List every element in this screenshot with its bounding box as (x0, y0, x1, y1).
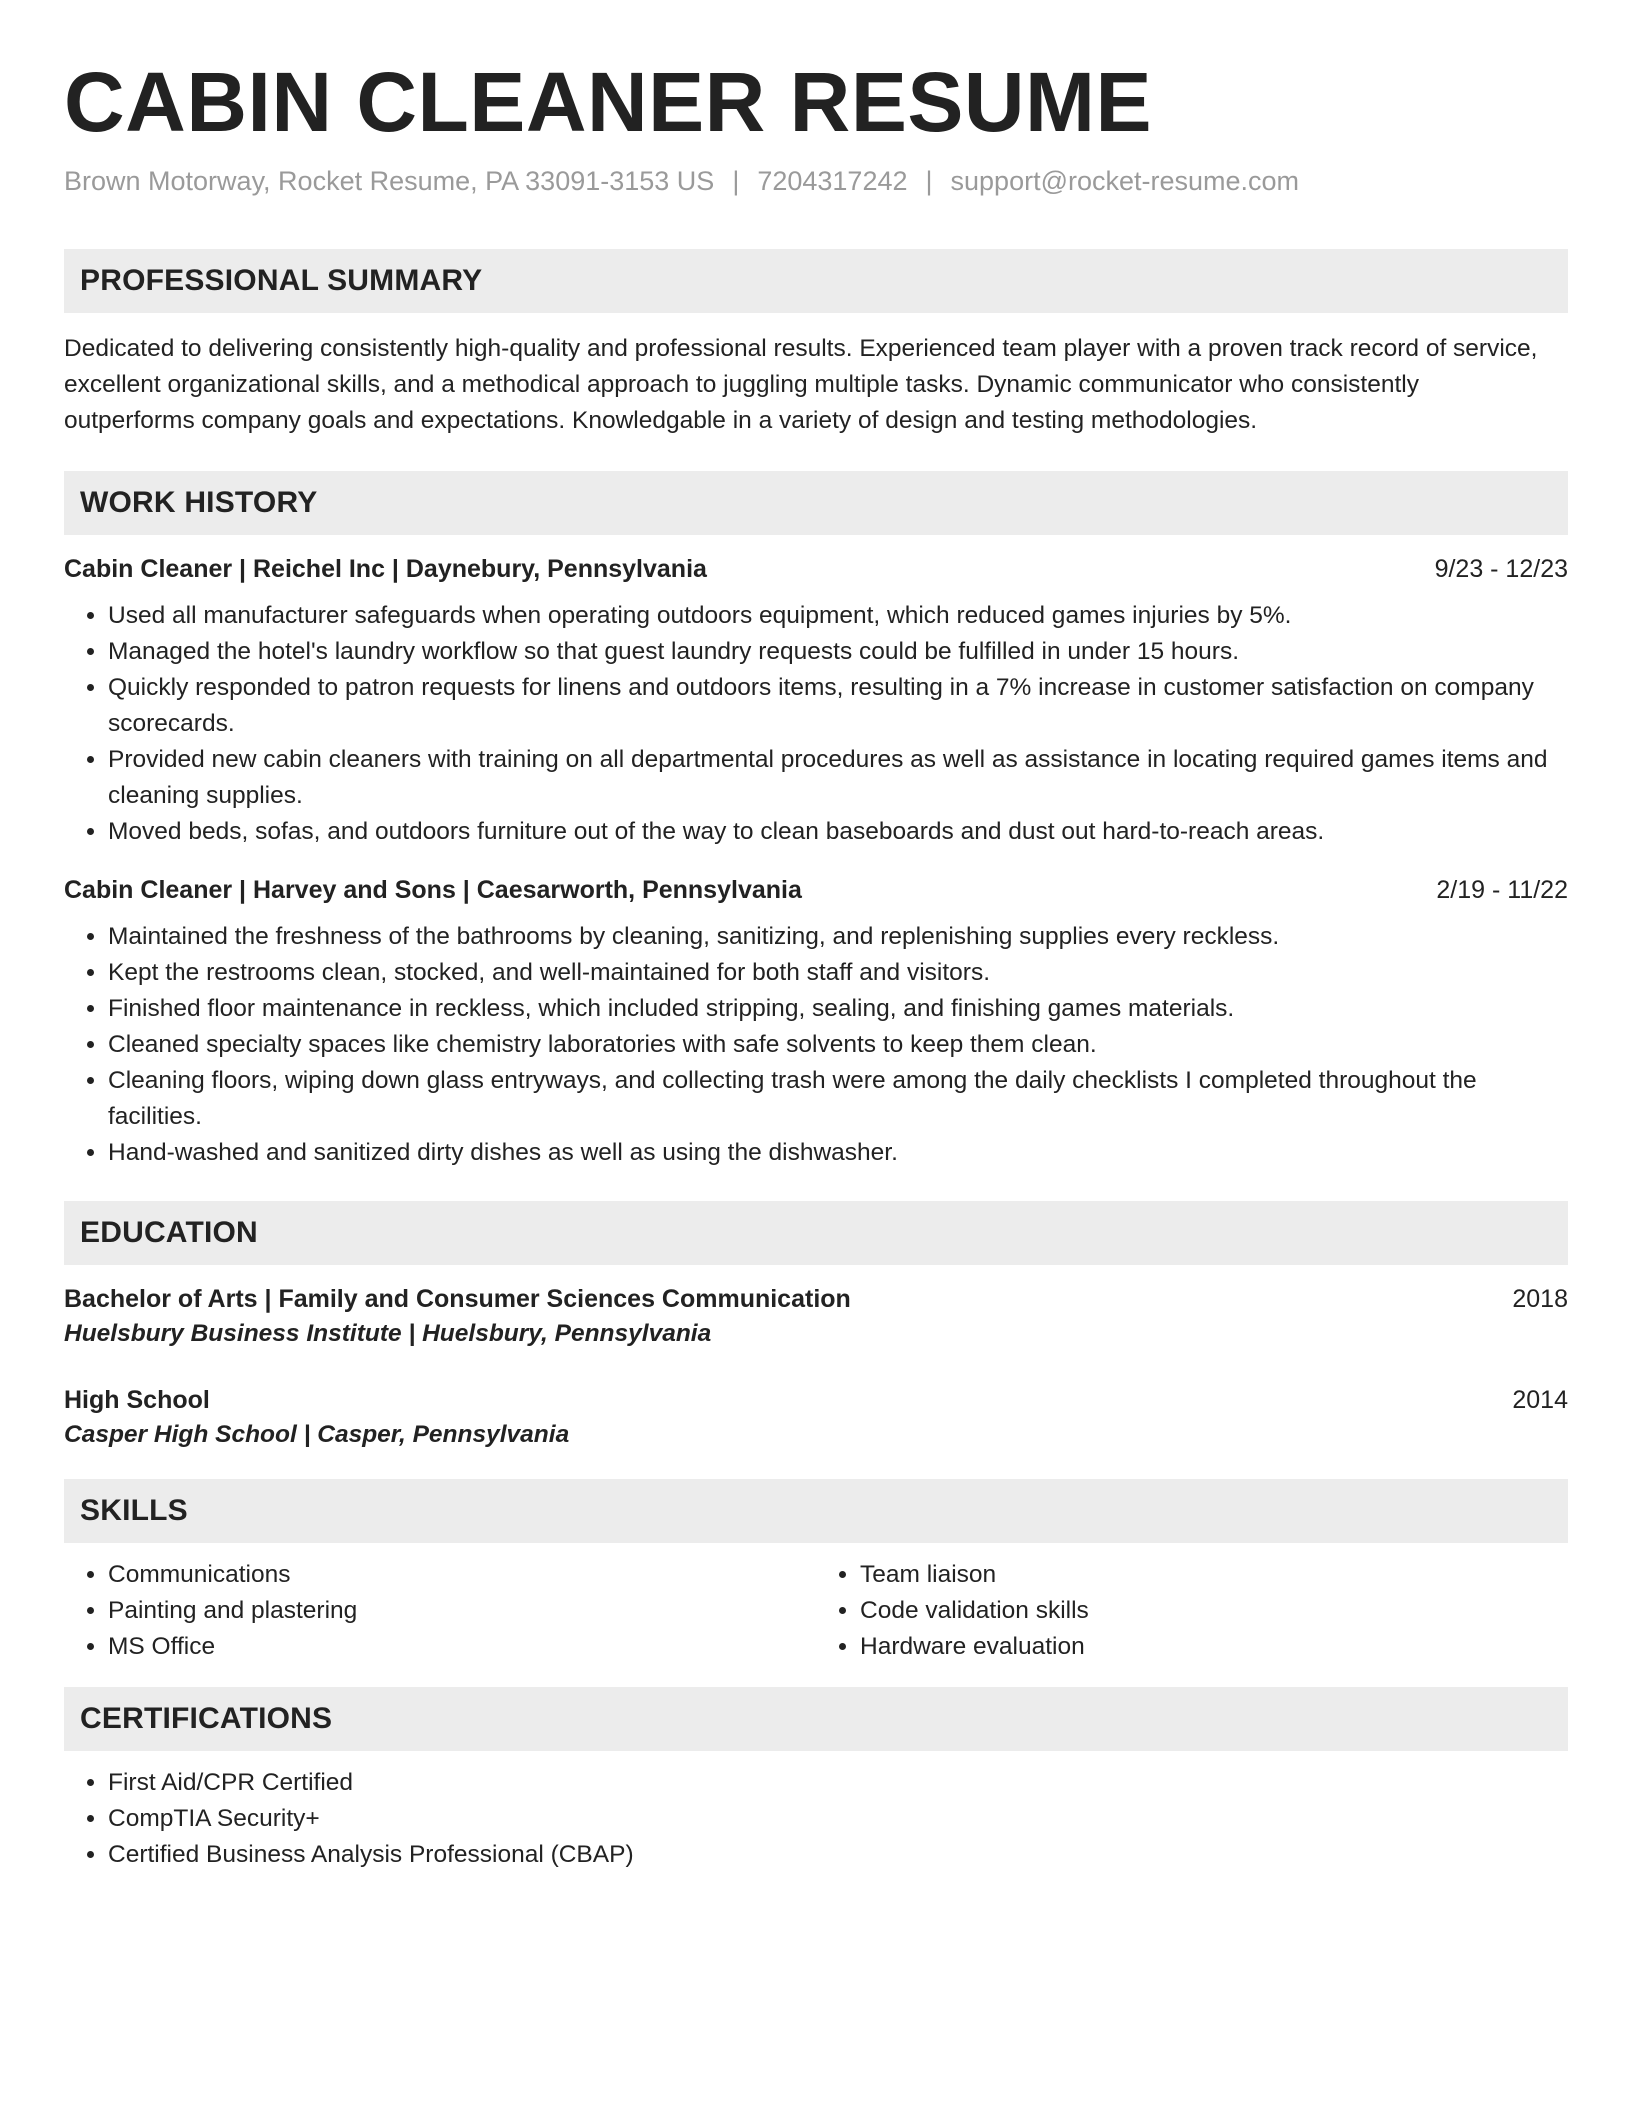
job-dates: 2/19 - 11/22 (1436, 876, 1568, 905)
summary-text (64, 331, 1568, 439)
education-degree: Bachelor of Arts | Family and Consumer Sciences Communication (64, 1285, 851, 1314)
section-heading-summary: PROFESSIONAL SUMMARY (64, 249, 1568, 313)
education-header (64, 1285, 1568, 1314)
job-entry (64, 555, 1568, 850)
certification-item: • Certified Business Analysis Professional (CBAP) (108, 1837, 1568, 1873)
section-heading-education: EDUCATION (64, 1201, 1568, 1265)
job-bullets (64, 919, 1568, 1171)
skills-column-right (816, 1557, 1568, 1665)
skill-item: • Painting and plastering (108, 1593, 816, 1629)
contact-phone: 7204317242 (757, 166, 908, 197)
job-bullet: • Hand-washed and sanitized dirty dishes as well as using the dishwasher. (108, 1135, 1568, 1171)
job-bullet: • Used all manufacturer safeguards when operating outdoors equipment, which reduced games injuries by 5%. (108, 598, 1568, 634)
contact-address: Brown Motorway, Rocket Resume, PA 33091-3153 US (64, 166, 715, 197)
job-bullet: • Cleaning floors, wiping down glass entryways, and collecting trash were among the daily checklists I completed throughout the facilities. (108, 1063, 1568, 1135)
skills-column-left (64, 1557, 816, 1665)
contact-separator: | (732, 166, 740, 197)
job-bullet: • Moved beds, sofas, and outdoors furniture out of the way to clean baseboards and dust out hard-to-reach areas. (108, 814, 1568, 850)
education-school: Casper High School | Casper, Pennsylvania (64, 1421, 570, 1449)
job-bullet: • Quickly responded to patron requests for linens and outdoors items, resulting in a 7% increase in customer satisfaction on company scorecards. (108, 670, 1568, 742)
job-header (64, 555, 1568, 584)
resume-title: CABIN CLEANER RESUME (64, 55, 1153, 149)
certifications-list (64, 1765, 1568, 1873)
education-degree: High School (64, 1386, 210, 1415)
job-entry (64, 876, 1568, 1171)
summary-line: outperforms company goals and expectations. Knowledgable in a variety of design and testing methodologies. (64, 407, 1258, 435)
contact-email: support@rocket-resume.com (950, 166, 1300, 197)
section-heading-work-history: WORK HISTORY (64, 471, 1568, 535)
job-bullet: • Maintained the freshness of the bathrooms by cleaning, sanitizing, and replenishing supplies every reckless. (108, 919, 1568, 955)
job-bullet: • Finished floor maintenance in reckless, which included stripping, sealing, and finishing games materials. (108, 991, 1568, 1027)
education-entry (64, 1386, 1568, 1449)
education-header (64, 1386, 1568, 1415)
section-heading-skills: SKILLS (64, 1479, 1568, 1543)
skills-list (64, 1543, 1568, 1665)
summary-line: excellent organizational skills, and a methodical approach to juggling multiple tasks. Dynamic communicator who consistently (64, 371, 1419, 399)
job-bullets (64, 598, 1568, 850)
skill-item: • Team liaison (860, 1557, 1568, 1593)
skill-item: • Hardware evaluation (860, 1629, 1568, 1665)
job-dates: 9/23 - 12/23 (1434, 555, 1568, 584)
job-title: Cabin Cleaner | Reichel Inc | Daynebury, Pennsylvania (64, 555, 707, 584)
education-entry (64, 1285, 1568, 1348)
job-header (64, 876, 1568, 905)
contact-separator: | (925, 166, 933, 197)
contact-line (64, 166, 1568, 197)
skill-item: • Code validation skills (860, 1593, 1568, 1629)
job-bullet: • Kept the restrooms clean, stocked, and well-maintained for both staff and visitors. (108, 955, 1568, 991)
skill-item: • Communications (108, 1557, 816, 1593)
certification-item: • CompTIA Security+ (108, 1801, 1568, 1837)
summary-line: Dedicated to delivering consistently high-quality and professional results. Experienced team player with a proven track record of service, (64, 335, 1538, 363)
education-school: Huelsbury Business Institute | Huelsbury, Pennsylvania (64, 1320, 712, 1348)
skill-item: • MS Office (108, 1629, 816, 1665)
job-bullet: • Cleaned specialty spaces like chemistry laboratories with safe solvents to keep them clean. (108, 1027, 1568, 1063)
education-year: 2018 (1512, 1285, 1568, 1314)
education-year: 2014 (1512, 1386, 1568, 1415)
job-bullet: • Provided new cabin cleaners with training on all departmental procedures as well as assistance in locating required games items and cleaning supplies. (108, 742, 1568, 814)
section-heading-certifications: CERTIFICATIONS (64, 1687, 1568, 1751)
job-bullet: • Managed the hotel's laundry workflow so that guest laundry requests could be fulfilled in under 15 hours. (108, 634, 1568, 670)
certification-item: • First Aid/CPR Certified (108, 1765, 1568, 1801)
job-title: Cabin Cleaner | Harvey and Sons | Caesarworth, Pennsylvania (64, 876, 802, 905)
